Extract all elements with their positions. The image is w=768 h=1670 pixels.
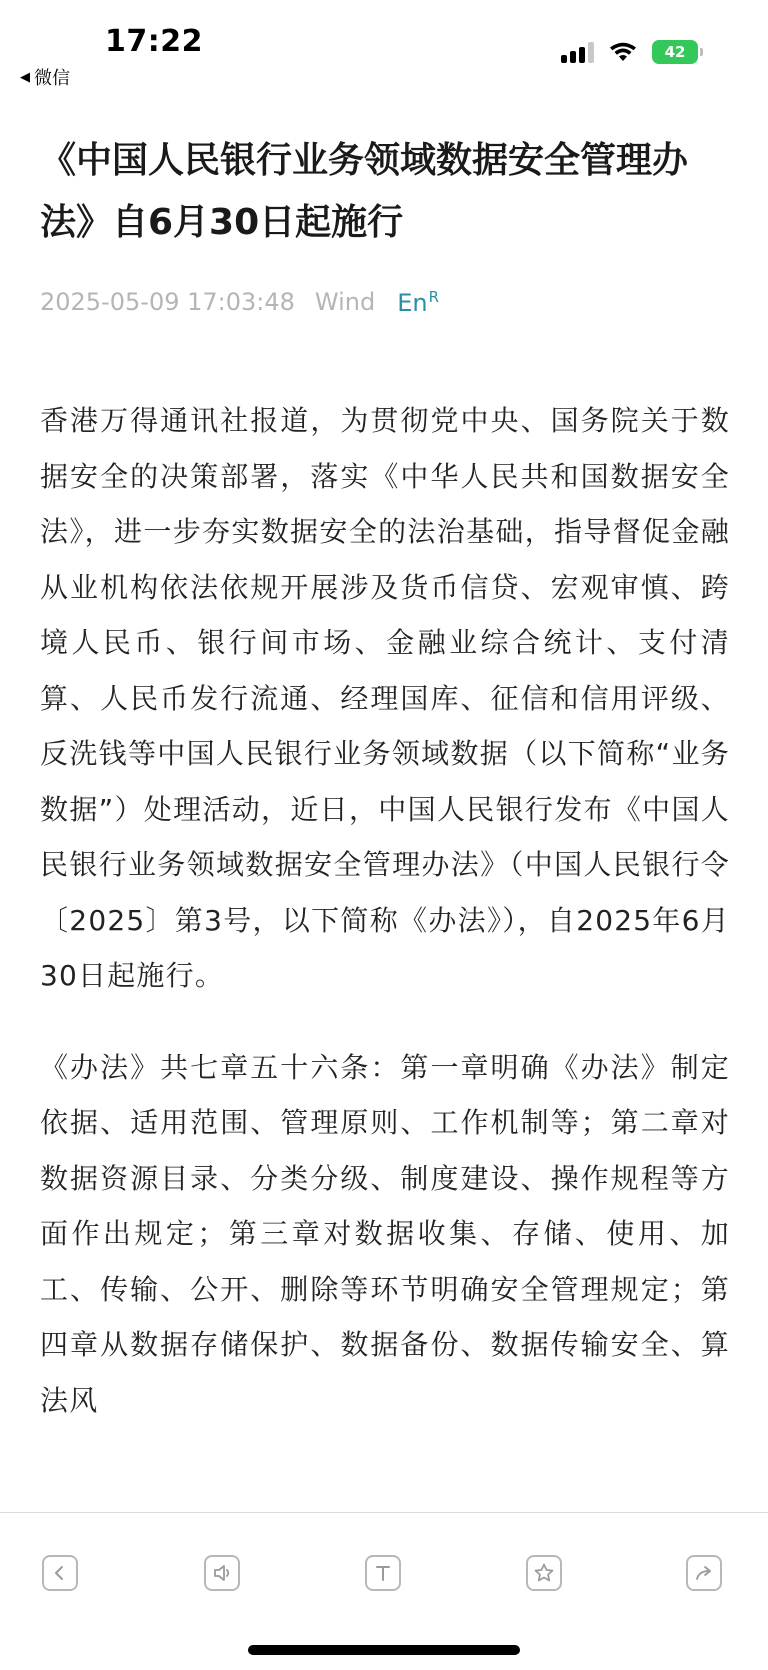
share-icon [693,1562,715,1584]
text-size-icon [372,1562,394,1584]
article-paragraph: 《办法》共七章五十六条：第一章明确《办法》制定依据、适用范围、管理原则、工作机制等；第二章对数据资源目录、分类分级、制度建设、操作规程等方面作出规定；第三章对数据收集、存储、使用、加工、传输、公开、删除等环节明确安全管理规定；第四章从数据存储保护、数据备份、数据传输安全、算法风 [40,1050,730,1417]
wifi-icon [608,41,638,63]
cellular-signal-icon [561,41,594,63]
text-size-button[interactable] [365,1555,401,1591]
back-to-wechat-label: 微信 [34,68,70,89]
article-title: 《中国人民银行业务领域数据安全管理办法》自6月30日起施行 [40,140,689,243]
battery-icon [652,40,698,64]
back-triangle-icon: ◀ [20,69,30,85]
en-label: En [397,289,428,317]
back-to-wechat-link[interactable] [20,64,70,90]
status-time: 17:22 [105,24,203,59]
back-icon [49,1562,71,1584]
battery-level: 42 [664,43,686,61]
publish-date: 2025-05-09 17:03:48 [40,288,295,316]
article-meta [40,288,730,317]
en-superscript: R [428,288,440,306]
speaker-icon [211,1562,233,1584]
article-paragraph: 香港万得通讯社报道，为贯彻党中央、国务院关于数据安全的决策部署，落实《中华人民共和国数据安全法》，进一步夯实数据安全的法治基础，指导督促金融从业机构依法依规开展涉及货币信贷、宏观审慎、跨境人民币、银行间市场、金融业综合统计、支付清算、人民币发行流通、经理国库、征信和信用评级、反洗钱等中国人民银行业务领域数据（以下简称“业务数据”）处理活动，近日，中国人民银行发布《中国人民银行业务领域数据安全管理办法》（中国人民银行令〔2025〕第3号，以下简称《办法》），自2025年6月30日起施行。 [40,404,730,992]
english-version-link[interactable] [397,288,439,317]
favorite-button[interactable] [526,1555,562,1591]
status-icons [561,40,698,64]
home-indicator[interactable] [248,1645,520,1655]
star-icon [533,1562,555,1584]
share-button[interactable] [686,1555,722,1591]
back-button[interactable] [42,1555,78,1591]
article [40,130,730,1428]
bottom-toolbar [0,1512,768,1670]
read-aloud-button[interactable] [204,1555,240,1591]
article-source: Wind [314,288,376,316]
